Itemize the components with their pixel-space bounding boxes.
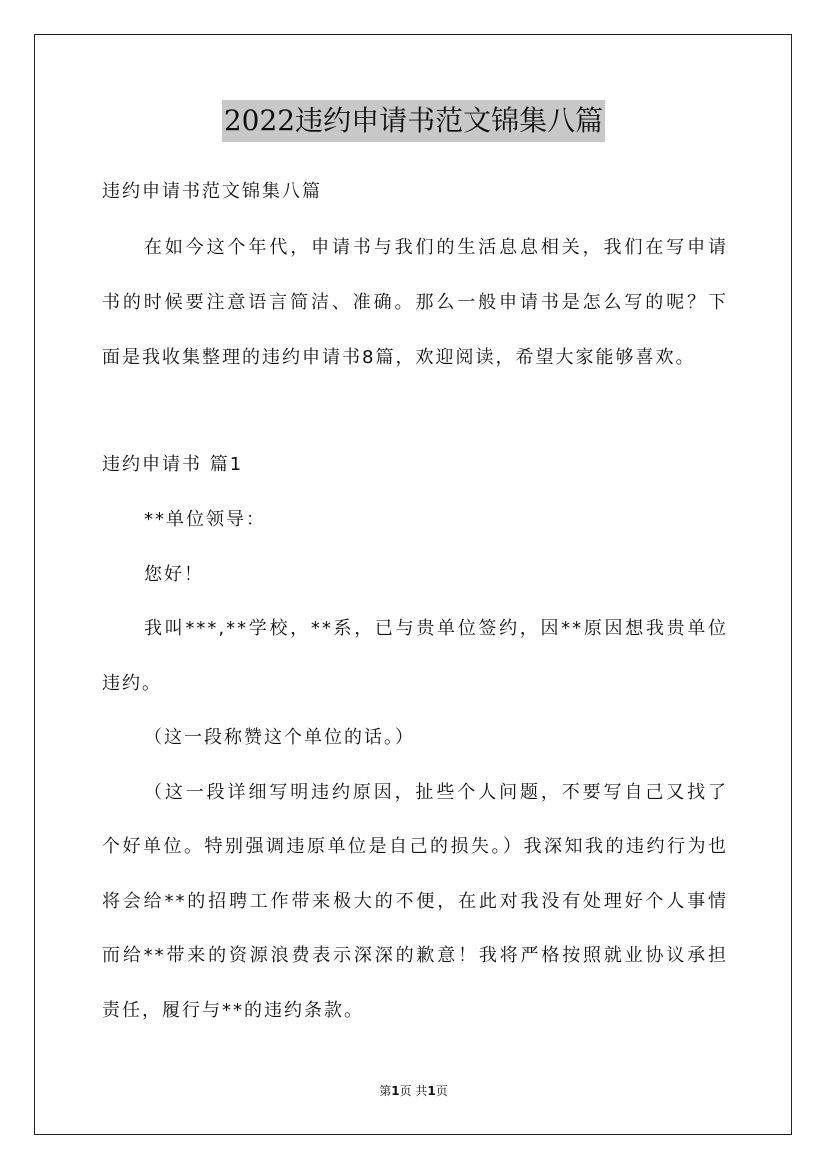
para3-line-2: 个好单位。特别强调违原单位是自己的损失。）我深知我的违约行为也 <box>102 836 728 857</box>
page-prefix: 第 <box>379 1084 392 1098</box>
para2: （这一段称赞这个单位的话。） <box>144 727 415 748</box>
document-title: 2022违约申请书范文锦集八篇 <box>222 100 605 142</box>
para3-line-1: （这一段详细写明违约原因，扯些个人问题，不要写自己又找了 <box>144 782 728 803</box>
intro-line-3: 面是我收集整理的违约申请书8篇，欢迎阅读，希望大家能够喜欢。 <box>102 347 696 368</box>
greeting: 您好！ <box>144 564 204 585</box>
page-current: 1 <box>391 1084 400 1098</box>
para1-line-2: 违约。 <box>102 673 162 694</box>
page-mid: 页 共 <box>399 1084 428 1098</box>
page-footer <box>0 1082 827 1099</box>
title-container <box>0 100 827 142</box>
para3-line-4: 而给**带来的资源浪费表示深深的歉意！我将严格按照就业协议承担 <box>102 945 728 966</box>
page-suffix: 页 <box>435 1084 448 1098</box>
para1-line-1: 我叫***,**学校，**系，已与贵单位签约，因**原因想我贵单位 <box>144 618 728 639</box>
salutation: **单位领导： <box>144 509 266 530</box>
document-subtitle: 违约申请书范文锦集八篇 <box>102 181 322 202</box>
intro-line-2: 书的时候要注意语言简洁、准确。那么一般申请书是怎么写的呢？下 <box>102 292 728 313</box>
section-heading: 违约申请书 篇1 <box>102 454 244 475</box>
page-total: 1 <box>427 1084 436 1098</box>
para3-line-3: 将会给**的招聘工作带来极大的不便，在此对我没有处理好个人事情 <box>102 891 728 912</box>
intro-line-1: 在如今这个年代，申请书与我们的生活息息相关，我们在写申请 <box>144 237 728 258</box>
para3-line-5: 责任，履行与**的违约条款。 <box>102 1000 364 1021</box>
